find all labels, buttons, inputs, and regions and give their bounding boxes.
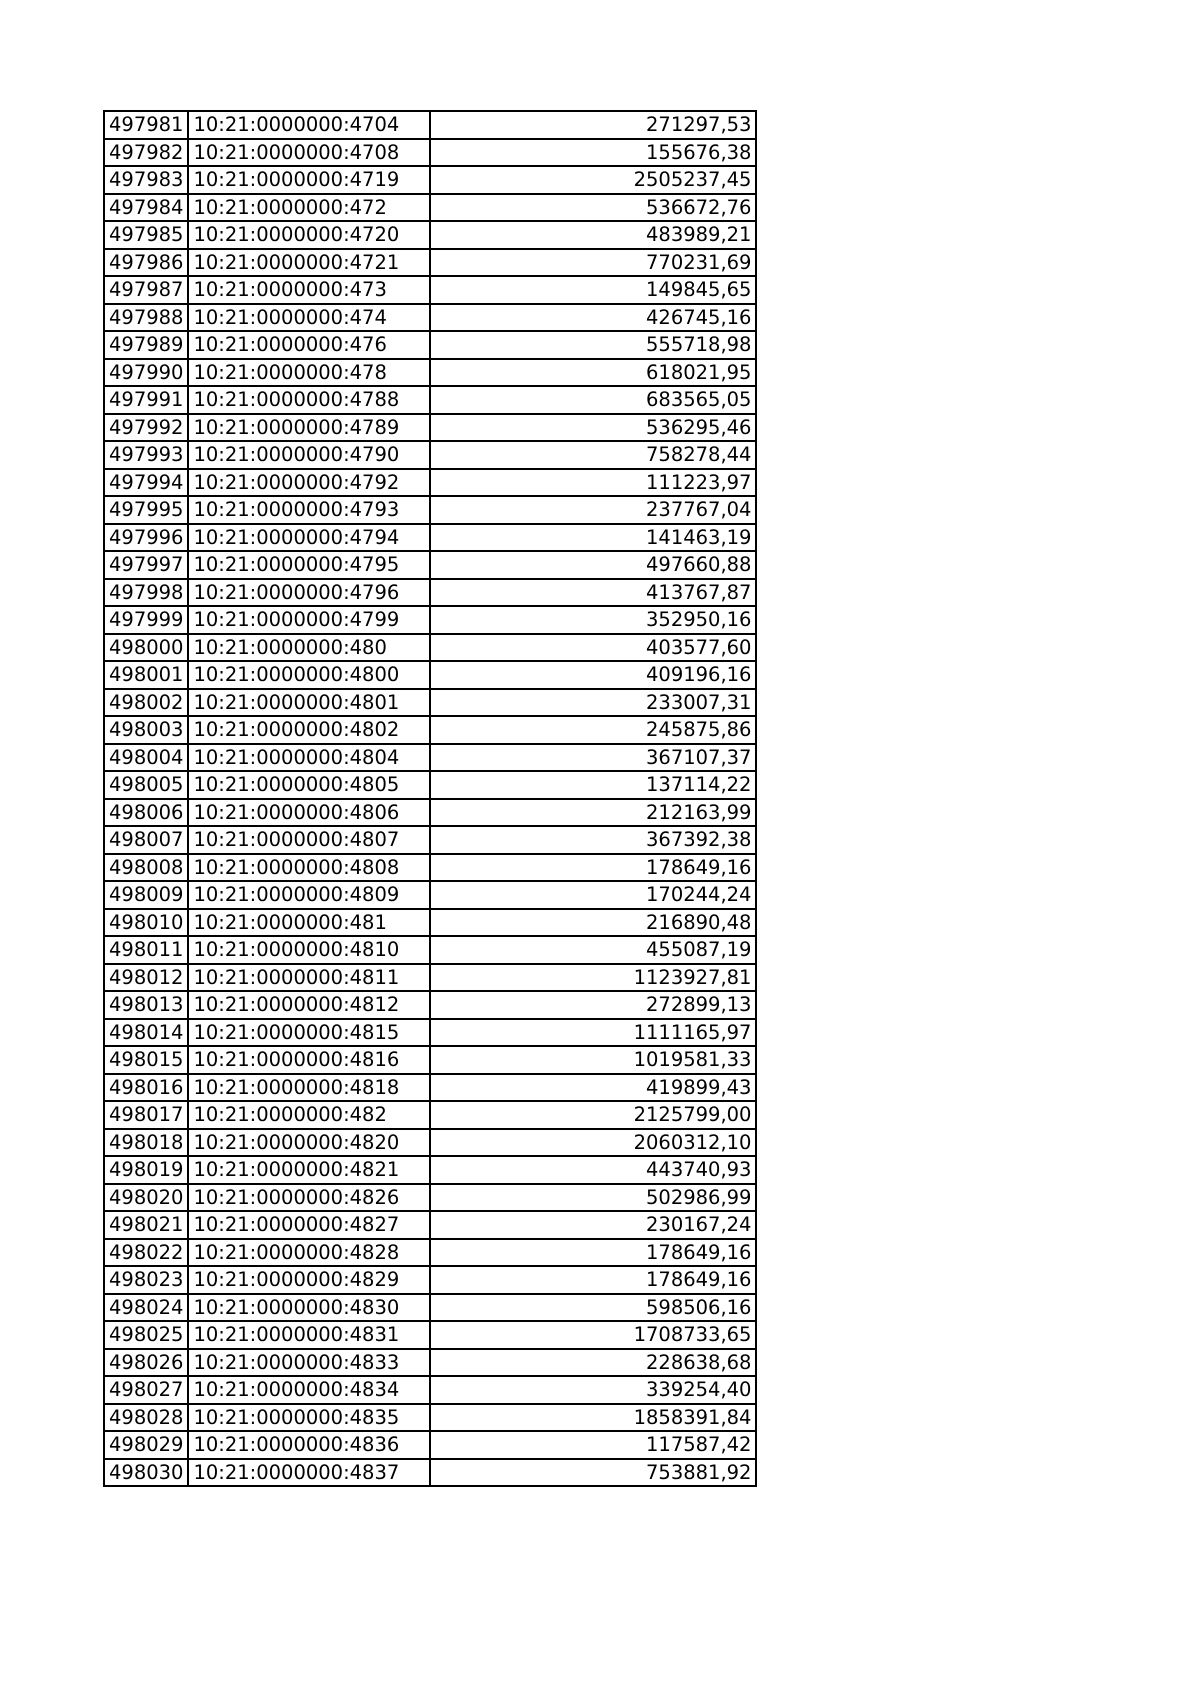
value-cell: 2060312,10 (430, 1129, 756, 1157)
cadastral-number-cell: 10:21:0000000:4804 (188, 744, 430, 772)
value-cell: 117587,42 (430, 1431, 756, 1459)
table-row (104, 799, 756, 827)
cadastral-number-cell: 10:21:0000000:4788 (188, 386, 430, 414)
cadastral-value-table (103, 110, 757, 1487)
value-cell: 426745,16 (430, 304, 756, 332)
row-id-cell: 498001 (104, 661, 188, 689)
cadastral-number-cell: 10:21:0000000:4815 (188, 1019, 430, 1047)
row-id-cell: 497988 (104, 304, 188, 332)
row-id-cell: 497997 (104, 551, 188, 579)
value-cell: 409196,16 (430, 661, 756, 689)
table-row (104, 524, 756, 552)
table-row (104, 1266, 756, 1294)
value-cell: 137114,22 (430, 771, 756, 799)
table-row (104, 166, 756, 194)
cadastral-number-cell: 10:21:0000000:4812 (188, 991, 430, 1019)
row-id-cell: 498003 (104, 716, 188, 744)
cadastral-number-cell: 10:21:0000000:4708 (188, 139, 430, 167)
value-cell: 178649,16 (430, 1239, 756, 1267)
cadastral-number-cell: 10:21:0000000:4834 (188, 1376, 430, 1404)
row-id-cell: 497994 (104, 469, 188, 497)
cadastral-number-cell: 10:21:0000000:4805 (188, 771, 430, 799)
value-cell: 141463,19 (430, 524, 756, 552)
row-id-cell: 498021 (104, 1211, 188, 1239)
cadastral-number-cell: 10:21:0000000:4816 (188, 1046, 430, 1074)
table-row (104, 826, 756, 854)
row-id-cell: 498030 (104, 1459, 188, 1487)
table-row (104, 1184, 756, 1212)
table-row (104, 1074, 756, 1102)
table-row (104, 1129, 756, 1157)
value-cell: 1708733,65 (430, 1321, 756, 1349)
table-row (104, 579, 756, 607)
table-row (104, 496, 756, 524)
row-id-cell: 498008 (104, 854, 188, 882)
value-cell: 483989,21 (430, 221, 756, 249)
table-row (104, 909, 756, 937)
value-cell: 178649,16 (430, 1266, 756, 1294)
row-id-cell: 498018 (104, 1129, 188, 1157)
cadastral-number-cell: 10:21:0000000:476 (188, 331, 430, 359)
cadastral-number-cell: 10:21:0000000:4795 (188, 551, 430, 579)
value-cell: 536295,46 (430, 414, 756, 442)
row-id-cell: 497983 (104, 166, 188, 194)
value-cell: 555718,98 (430, 331, 756, 359)
value-cell: 502986,99 (430, 1184, 756, 1212)
row-id-cell: 497986 (104, 249, 188, 277)
value-cell: 367107,37 (430, 744, 756, 772)
cadastral-number-cell: 10:21:0000000:472 (188, 194, 430, 222)
table-row (104, 854, 756, 882)
cadastral-number-cell: 10:21:0000000:4811 (188, 964, 430, 992)
value-cell: 413767,87 (430, 579, 756, 607)
cadastral-number-cell: 10:21:0000000:482 (188, 1101, 430, 1129)
table-row (104, 1349, 756, 1377)
row-id-cell: 497987 (104, 276, 188, 304)
row-id-cell: 498027 (104, 1376, 188, 1404)
row-id-cell: 497989 (104, 331, 188, 359)
value-cell: 618021,95 (430, 359, 756, 387)
value-cell: 272899,13 (430, 991, 756, 1019)
table-row (104, 881, 756, 909)
cadastral-number-cell: 10:21:0000000:4818 (188, 1074, 430, 1102)
cadastral-number-cell: 10:21:0000000:4802 (188, 716, 430, 744)
value-cell: 212163,99 (430, 799, 756, 827)
cadastral-number-cell: 10:21:0000000:4808 (188, 854, 430, 882)
row-id-cell: 498022 (104, 1239, 188, 1267)
value-cell: 245875,86 (430, 716, 756, 744)
cadastral-number-cell: 10:21:0000000:4806 (188, 799, 430, 827)
value-cell: 455087,19 (430, 936, 756, 964)
row-id-cell: 498024 (104, 1294, 188, 1322)
table-row (104, 1459, 756, 1487)
row-id-cell: 498023 (104, 1266, 188, 1294)
cadastral-number-cell: 10:21:0000000:474 (188, 304, 430, 332)
table-row (104, 634, 756, 662)
cadastral-number-cell: 10:21:0000000:4828 (188, 1239, 430, 1267)
cadastral-number-cell: 10:21:0000000:4790 (188, 441, 430, 469)
row-id-cell: 498019 (104, 1156, 188, 1184)
table-row (104, 744, 756, 772)
value-cell: 683565,05 (430, 386, 756, 414)
row-id-cell: 498017 (104, 1101, 188, 1129)
table-row (104, 221, 756, 249)
value-cell: 443740,93 (430, 1156, 756, 1184)
cadastral-number-cell: 10:21:0000000:4831 (188, 1321, 430, 1349)
row-id-cell: 498013 (104, 991, 188, 1019)
table-row (104, 1101, 756, 1129)
value-cell: 233007,31 (430, 689, 756, 717)
row-id-cell: 498007 (104, 826, 188, 854)
table-row (104, 1156, 756, 1184)
table-row (104, 1431, 756, 1459)
table-row (104, 1211, 756, 1239)
table-row (104, 1019, 756, 1047)
value-cell: 758278,44 (430, 441, 756, 469)
cadastral-number-cell: 10:21:0000000:4821 (188, 1156, 430, 1184)
value-cell: 403577,60 (430, 634, 756, 662)
row-id-cell: 497996 (104, 524, 188, 552)
value-cell: 111223,97 (430, 469, 756, 497)
value-cell: 230167,24 (430, 1211, 756, 1239)
table-row (104, 1239, 756, 1267)
row-id-cell: 497995 (104, 496, 188, 524)
row-id-cell: 498002 (104, 689, 188, 717)
cadastral-number-cell: 10:21:0000000:4807 (188, 826, 430, 854)
value-cell: 1858391,84 (430, 1404, 756, 1432)
table-row (104, 1404, 756, 1432)
value-cell: 753881,92 (430, 1459, 756, 1487)
value-cell: 1123927,81 (430, 964, 756, 992)
table-row (104, 606, 756, 634)
table-row (104, 661, 756, 689)
value-cell: 497660,88 (430, 551, 756, 579)
row-id-cell: 498006 (104, 799, 188, 827)
row-id-cell: 498020 (104, 1184, 188, 1212)
cadastral-number-cell: 10:21:0000000:4794 (188, 524, 430, 552)
table-body (104, 111, 756, 1486)
row-id-cell: 497999 (104, 606, 188, 634)
table-row (104, 1046, 756, 1074)
row-id-cell: 498011 (104, 936, 188, 964)
table-row (104, 771, 756, 799)
cadastral-number-cell: 10:21:0000000:4837 (188, 1459, 430, 1487)
value-cell: 228638,68 (430, 1349, 756, 1377)
table-row (104, 139, 756, 167)
value-cell: 2125799,00 (430, 1101, 756, 1129)
row-id-cell: 498025 (104, 1321, 188, 1349)
value-cell: 352950,16 (430, 606, 756, 634)
cadastral-number-cell: 10:21:0000000:4826 (188, 1184, 430, 1212)
table-row (104, 304, 756, 332)
table-row (104, 1376, 756, 1404)
table-row (104, 1321, 756, 1349)
row-id-cell: 498004 (104, 744, 188, 772)
cadastral-number-cell: 10:21:0000000:4820 (188, 1129, 430, 1157)
value-cell: 2505237,45 (430, 166, 756, 194)
row-id-cell: 497991 (104, 386, 188, 414)
cadastral-number-cell: 10:21:0000000:4827 (188, 1211, 430, 1239)
cadastral-number-cell: 10:21:0000000:4799 (188, 606, 430, 634)
row-id-cell: 498015 (104, 1046, 188, 1074)
table-row (104, 111, 756, 139)
value-cell: 367392,38 (430, 826, 756, 854)
value-cell: 178649,16 (430, 854, 756, 882)
table-row (104, 991, 756, 1019)
value-cell: 536672,76 (430, 194, 756, 222)
cadastral-number-cell: 10:21:0000000:4833 (188, 1349, 430, 1377)
value-cell: 237767,04 (430, 496, 756, 524)
table-row (104, 1294, 756, 1322)
cadastral-number-cell: 10:21:0000000:473 (188, 276, 430, 304)
cadastral-number-cell: 10:21:0000000:4810 (188, 936, 430, 964)
value-cell: 598506,16 (430, 1294, 756, 1322)
row-id-cell: 497984 (104, 194, 188, 222)
value-cell: 149845,65 (430, 276, 756, 304)
value-cell: 339254,40 (430, 1376, 756, 1404)
row-id-cell: 497985 (104, 221, 188, 249)
row-id-cell: 498014 (104, 1019, 188, 1047)
row-id-cell: 497982 (104, 139, 188, 167)
cadastral-number-cell: 10:21:0000000:480 (188, 634, 430, 662)
cadastral-number-cell: 10:21:0000000:481 (188, 909, 430, 937)
row-id-cell: 498009 (104, 881, 188, 909)
table-row (104, 716, 756, 744)
row-id-cell: 497993 (104, 441, 188, 469)
row-id-cell: 498010 (104, 909, 188, 937)
cadastral-number-cell: 10:21:0000000:4792 (188, 469, 430, 497)
table-row (104, 936, 756, 964)
cadastral-number-cell: 10:21:0000000:4809 (188, 881, 430, 909)
table-row (104, 964, 756, 992)
table-row (104, 386, 756, 414)
table-row (104, 276, 756, 304)
value-cell: 770231,69 (430, 249, 756, 277)
cadastral-number-cell: 10:21:0000000:4830 (188, 1294, 430, 1322)
cadastral-number-cell: 10:21:0000000:4789 (188, 414, 430, 442)
table-row (104, 331, 756, 359)
row-id-cell: 498000 (104, 634, 188, 662)
value-cell: 1019581,33 (430, 1046, 756, 1074)
row-id-cell: 497990 (104, 359, 188, 387)
table-row (104, 551, 756, 579)
row-id-cell: 498005 (104, 771, 188, 799)
value-cell: 170244,24 (430, 881, 756, 909)
value-cell: 1111165,97 (430, 1019, 756, 1047)
row-id-cell: 498029 (104, 1431, 188, 1459)
table-row (104, 469, 756, 497)
table-row (104, 414, 756, 442)
table-row (104, 194, 756, 222)
cadastral-number-cell: 10:21:0000000:4796 (188, 579, 430, 607)
cadastral-number-cell: 10:21:0000000:4829 (188, 1266, 430, 1294)
table-row (104, 249, 756, 277)
table-row (104, 441, 756, 469)
cadastral-number-cell: 10:21:0000000:4793 (188, 496, 430, 524)
cadastral-number-cell: 10:21:0000000:4719 (188, 166, 430, 194)
value-cell: 419899,43 (430, 1074, 756, 1102)
cadastral-number-cell: 10:21:0000000:4800 (188, 661, 430, 689)
cadastral-number-cell: 10:21:0000000:478 (188, 359, 430, 387)
row-id-cell: 498026 (104, 1349, 188, 1377)
table-row (104, 689, 756, 717)
cadastral-number-cell: 10:21:0000000:4720 (188, 221, 430, 249)
value-cell: 155676,38 (430, 139, 756, 167)
cadastral-number-cell: 10:21:0000000:4836 (188, 1431, 430, 1459)
cadastral-number-cell: 10:21:0000000:4801 (188, 689, 430, 717)
row-id-cell: 497992 (104, 414, 188, 442)
cadastral-number-cell: 10:21:0000000:4704 (188, 111, 430, 139)
cadastral-number-cell: 10:21:0000000:4835 (188, 1404, 430, 1432)
value-cell: 216890,48 (430, 909, 756, 937)
value-cell: 271297,53 (430, 111, 756, 139)
table-row (104, 359, 756, 387)
cadastral-number-cell: 10:21:0000000:4721 (188, 249, 430, 277)
row-id-cell: 497998 (104, 579, 188, 607)
row-id-cell: 498016 (104, 1074, 188, 1102)
row-id-cell: 498028 (104, 1404, 188, 1432)
row-id-cell: 498012 (104, 964, 188, 992)
row-id-cell: 497981 (104, 111, 188, 139)
